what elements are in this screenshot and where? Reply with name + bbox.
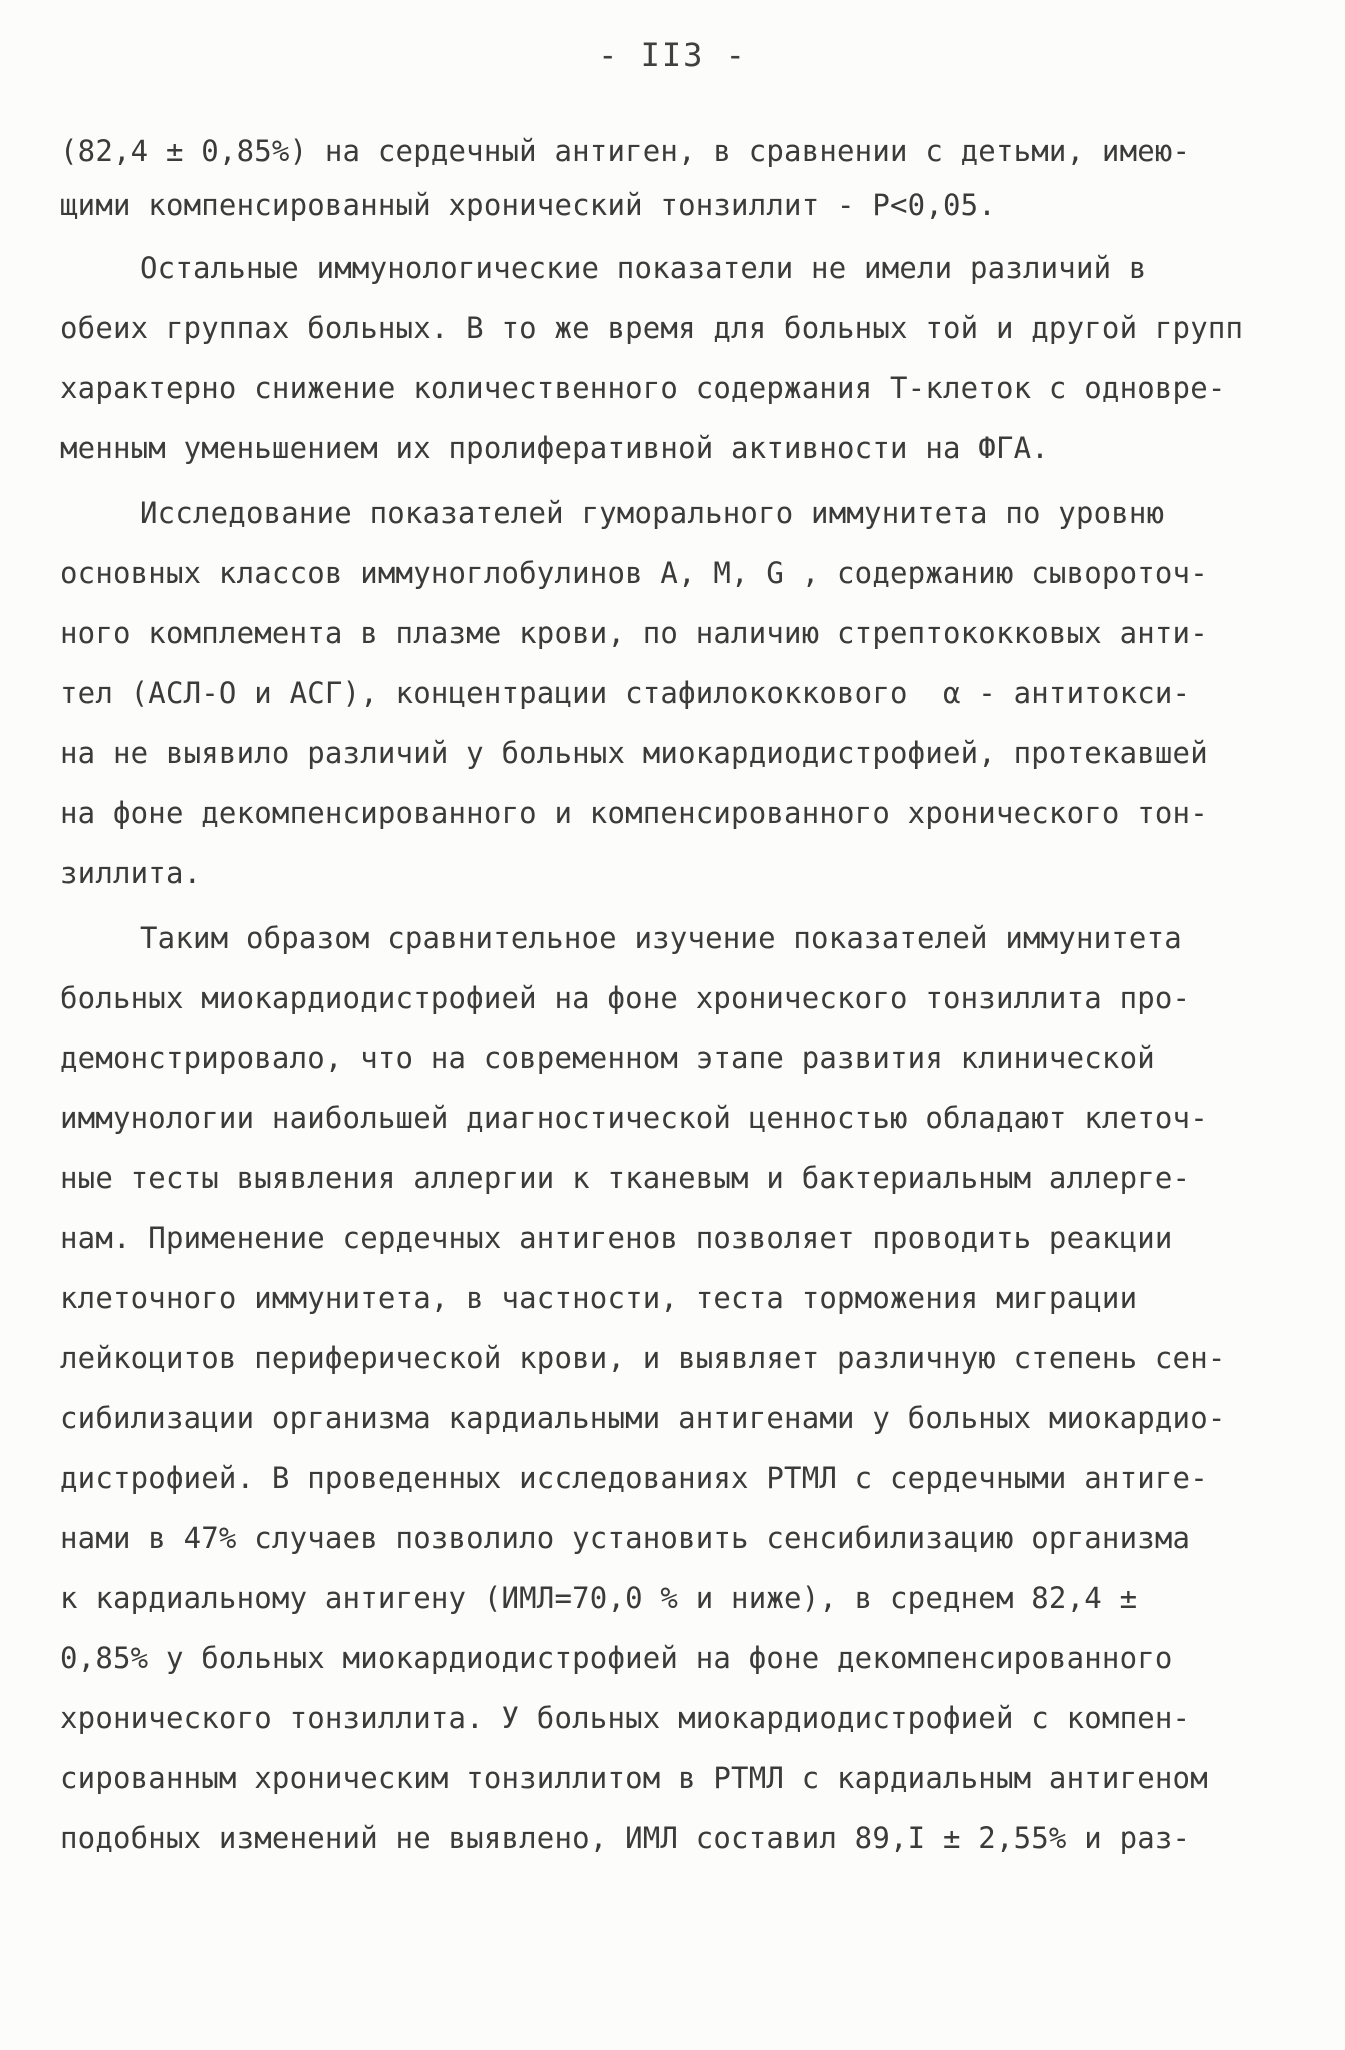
text-line: щими компенсированный хронический тонзиллит - Р<0,05.: [60, 188, 996, 222]
text-line: к кардиальному антигену (ИМЛ=70,0 % и ниже), в среднем 82,4 ±: [60, 1581, 1138, 1615]
text-line: обеих группах больных. В то же время для больных той и другой групп: [60, 311, 1244, 345]
text-line: Исследование показателей гуморального иммунитета по уровню: [140, 496, 1165, 530]
text-line: сированным хроническим тонзиллитом в РТМЛ с кардиальным антигеном: [60, 1761, 1208, 1795]
text-line: тел (АСЛ-О и АСГ), концентрации стафилококкового α - антитокси-: [60, 676, 1191, 710]
text-line: на не выявило различий у больных миокардиодистрофией, протекавшей: [60, 736, 1208, 770]
text-line: (82,4 ± 0,85%) на сердечный антиген, в сравнении с детьми, имею-: [60, 134, 1191, 168]
page-number: - II3 -: [598, 36, 747, 74]
text-line: клеточного иммунитета, в частности, теста торможения миграции: [60, 1281, 1138, 1315]
text-line: ные тесты выявления аллергии к тканевым и бактериальным аллерге-: [60, 1161, 1191, 1195]
text-line: лейкоцитов периферической крови, и выявляет различную степень сен-: [60, 1341, 1226, 1375]
text-line: иммунологии наибольшей диагностической ценностью обладают клеточ-: [60, 1101, 1208, 1135]
text-line: нам. Применение сердечных антигенов позволяет проводить реакции: [60, 1221, 1173, 1255]
text-line: на фоне декомпенсированного и компенсированного хронического тон-: [60, 796, 1208, 830]
text-line: менным уменьшением их пролиферативной активности на ФГА.: [60, 431, 1049, 465]
text-line: сибилизации организма кардиальными антигенами у больных миокардио-: [60, 1401, 1226, 1435]
text-line: зиллита.: [60, 856, 202, 890]
text-line: основных классов иммуноглобулинов А, М, G , содержанию сывороточ-: [60, 556, 1208, 590]
text-line: характерно снижение количественного содержания Т-клеток с одновре-: [60, 371, 1226, 405]
text-line: нами в 47% случаев позволило установить сенсибилизацию организма: [60, 1521, 1191, 1555]
text-line: подобных изменений не выявлено, ИМЛ составил 89,I ± 2,55% и раз-: [60, 1821, 1191, 1855]
text-line: больных миокардиодистрофией на фоне хронического тонзиллита про-: [60, 981, 1191, 1015]
text-line: демонстрировало, что на современном этапе развития клинической: [60, 1041, 1155, 1075]
text-line: хронического тонзиллита. У больных миокардиодистрофией с компен-: [60, 1701, 1191, 1735]
text-line: Остальные иммунологические показатели не имели различий в: [140, 251, 1147, 285]
text-line: Таким образом сравнительное изучение показателей иммунитета: [140, 921, 1182, 955]
text-line: ного комплемента в плазме крови, по наличию стрептококковых анти-: [60, 616, 1208, 650]
text-line: 0,85% у больных миокардиодистрофией на фоне декомпенсированного: [60, 1641, 1173, 1675]
text-line: дистрофией. В проведенных исследованиях РТМЛ с сердечными антиге-: [60, 1461, 1208, 1495]
